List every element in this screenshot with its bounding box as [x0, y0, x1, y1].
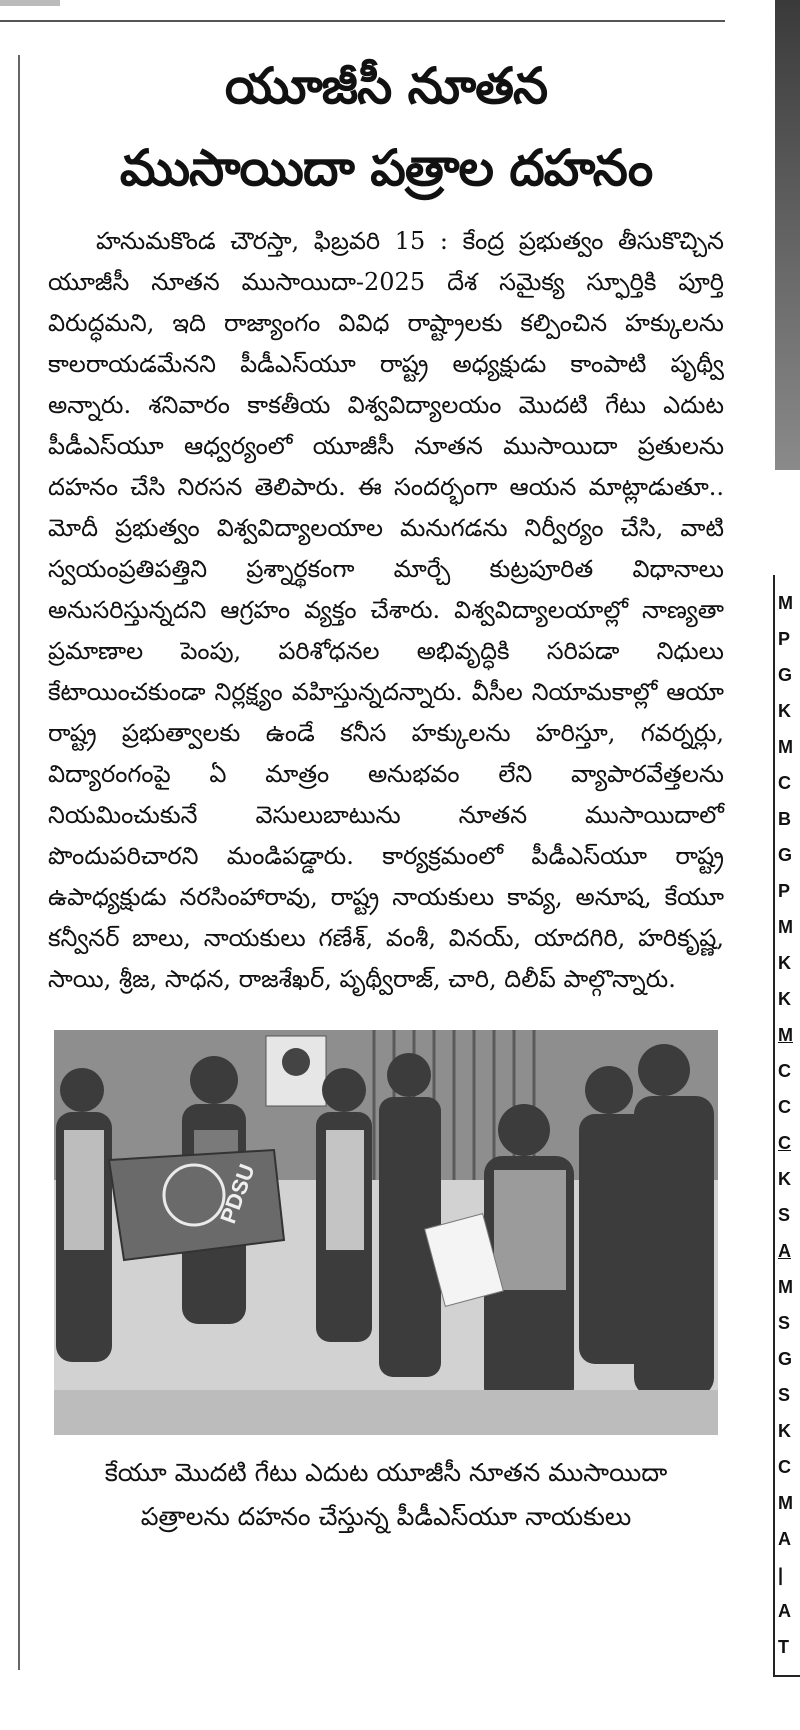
adjacent-column-letter: K [778, 1169, 791, 1189]
adjacent-column-letter: C [778, 1061, 791, 1081]
news-article [48, 45, 724, 1539]
adjacent-column-letter: S [778, 1385, 791, 1405]
protest-photo [54, 1030, 718, 1435]
adjacent-column-letter: C [778, 1133, 791, 1153]
adjacent-column-letter: A [778, 1601, 791, 1621]
photo-caption [48, 1451, 724, 1539]
adjacent-column-text [778, 585, 800, 1665]
adjacent-column-letter: M [778, 593, 793, 613]
adjacent-column-letter: M [778, 1493, 793, 1513]
adjacent-column-border [773, 575, 775, 1675]
adjacent-article-photo [775, 0, 800, 470]
adjacent-column-letter: K [778, 701, 791, 721]
adjacent-column-letter: K [778, 989, 791, 1009]
top-left-fragment [0, 0, 60, 6]
adjacent-column-letter: C [778, 1457, 791, 1477]
adjacent-column-letter: M [778, 917, 793, 937]
adjacent-column-letter: | [778, 1565, 784, 1585]
flag-text: PDSU [215, 1160, 260, 1227]
adjacent-column-letter: B [778, 809, 791, 829]
article-headline [48, 45, 724, 209]
article-body: హనుమకొండ చౌరస్తా, ఫిబ్రవరి 15 : కేంద్ర ప్రభుత్వం తీసుకొచ్చిన యూజీసీ నూతన ముసాయిదా-2025 దేశ సమైక్య స్ఫూర్తికి పూర్తి విరుద్ధమని, ఇది రాజ్యాంగం వివిధ రాష్ట్రాలకు కల్పించిన హక్కులను కాలరాయడమేనని పీడీఎస్‌యూ రాష్ట్ర అధ్యక్షుడు కాంపాటి పృథ్వీ అన్నారు. శనివారం కాకతీయ విశ్వవిద్యాలయం మొదటి గేటు ఎదుట పీడీఎస్‌యూ ఆధ్వర్యంలో యూజీసీ నూతన ముసాయిదా ప్రతులను దహనం చేసి నిరసన తెలిపారు. ఈ సందర్భంగా ఆయన మాట్లాడుతూ.. మోదీ ప్రభుత్వం విశ్వవిద్యాలయాల మనుగడను నిర్వీర్యం చేసి, వాటి స్వయంప్రతిపత్తిని ప్రశ్నార్థకంగా మార్చే కుట్రపూరిత విధానాలు అనుసరిస్తున్నదని ఆగ్రహం వ్యక్తం చేశారు. విశ్వవిద్యాలయాల్లో నాణ్యతా ప్రమాణాల పెంపు, పరిశోధనల అభివృద్ధికి సరిపడా నిధులు కేటాయించకుండా నిర్లక్ష్యం వహిస్తున్నదన్నారు. వీసీల నియామకాల్లో ఆయా రాష్ట్ర ప్రభుత్వాలకు ఉండే కనీస హక్కులను హరిస్తూ, గవర్నర్లు, విద్యారంగంపై ఏ మాత్రం అనుభవం లేని వ్యాపారవేత్తలను నియమించుకునే వెసులుబాటును నూతన ముసాయిదాలో పొందుపరిచారని మండిపడ్డారు. కార్యక్రమంలో పీడీఎస్‌యూ రాష్ట్ర ఉపాధ్యక్షుడు నరసింహారావు, రాష్ట్ర నాయకులు కావ్య, అనూష, కేయూ కన్వీనర్ బాలు, నాయకులు గణేశ్, వంశీ, వినయ్, యాదగిరి, హరికృష్ణ, సాయి, శ్రీజ, సాధన, రాజశేఖర్, పృథ్వీరాజ్, చారి, దిలీప్ పాల్గొన్నారు. [48, 227, 724, 993]
adjacent-column-letter: M [778, 1025, 793, 1045]
adjacent-column-letter: M [778, 737, 793, 757]
left-column-divider [18, 55, 20, 1670]
adjacent-column-letter: G [778, 1349, 793, 1369]
adjacent-column-letter: C [778, 773, 791, 793]
headline-line-2: ముసాయిదా పత్రాల దహనం [119, 139, 653, 197]
adjacent-column-letter: P [778, 881, 791, 901]
adjacent-column-letter: S [778, 1313, 791, 1333]
adjacent-column-letter: P [778, 629, 791, 649]
caption-line-1: కేయూ మొదటి గేటు ఎదుట యూజీసీ నూతన ముసాయిదా [104, 1458, 668, 1487]
caption-line-2: పత్రాలను దహనం చేస్తున్న పీడీఎస్‌యూ నాయకులు [140, 1502, 632, 1531]
protest-photo-illustration [54, 1030, 718, 1435]
adjacent-column-letter: A [778, 1241, 791, 1261]
headline-line-1: యూజీసీ నూతన [224, 57, 548, 115]
adjacent-column-letter: S [778, 1205, 791, 1225]
adjacent-column-letter: M [778, 1277, 793, 1297]
adjacent-column-letter: C [778, 1097, 791, 1117]
adjacent-column-letter: G [778, 845, 793, 865]
top-divider [0, 20, 725, 22]
adjacent-column-letter: A [778, 1529, 791, 1549]
adjacent-column-letter: K [778, 1421, 791, 1441]
adjacent-column-bottom-border [773, 1675, 800, 1677]
adjacent-column-letter: T [778, 1637, 789, 1657]
adjacent-column-letter: G [778, 665, 793, 685]
adjacent-column-letter: K [778, 953, 791, 973]
